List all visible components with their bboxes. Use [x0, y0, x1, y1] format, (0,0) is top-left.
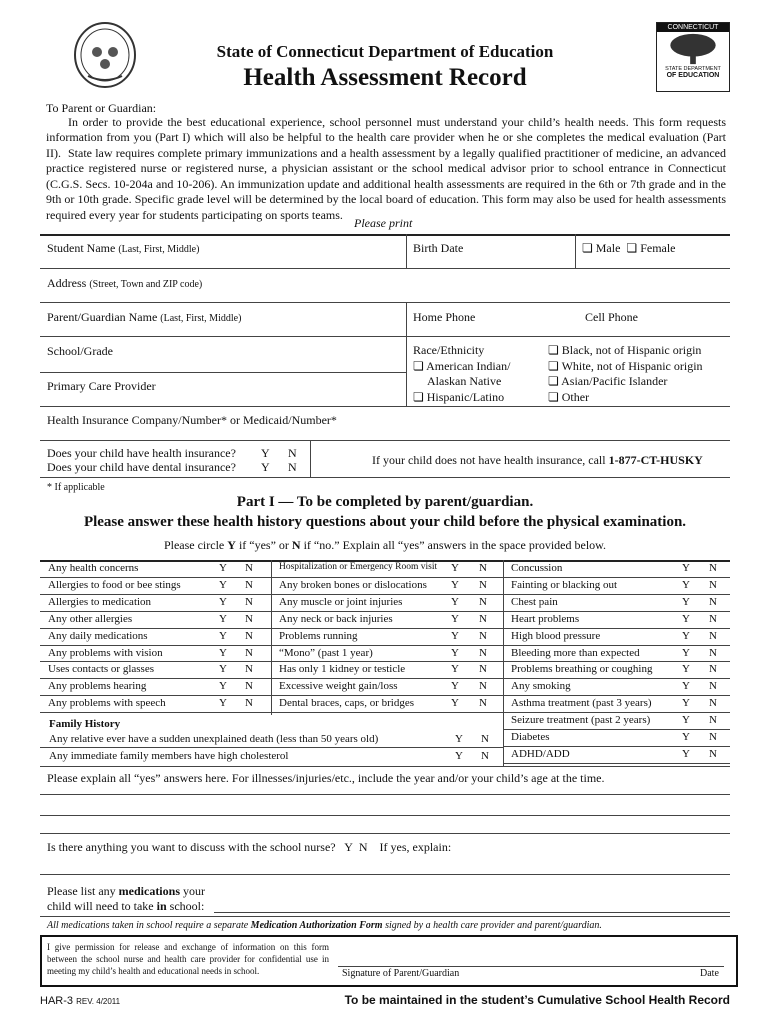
- history-question: Concussion: [511, 562, 563, 574]
- answer-yes[interactable]: Y: [219, 595, 227, 608]
- row-divider: [503, 712, 730, 713]
- gender-options[interactable]: ❏ Male ❏ Female: [582, 241, 676, 255]
- row-divider: [503, 746, 730, 747]
- american-indian-option[interactable]: ❏ American Indian/: [413, 358, 511, 373]
- date-label: Date: [700, 968, 719, 979]
- if-applicable-note: * If applicable: [47, 482, 105, 493]
- history-question: Any other allergies: [48, 612, 133, 625]
- row-divider: [271, 695, 503, 696]
- row-divider: [503, 577, 730, 578]
- row-divider: [40, 712, 271, 713]
- answer-yes[interactable]: Y: [219, 612, 227, 625]
- answer-no[interactable]: N: [479, 646, 487, 659]
- answer-no[interactable]: N: [479, 612, 487, 625]
- nurse-yes[interactable]: Y: [344, 840, 353, 854]
- row-divider: [503, 678, 730, 679]
- family-history-q2: Any immediate family members have high cholesterol: [49, 750, 289, 762]
- signature-line[interactable]: [338, 966, 724, 967]
- logo-mid-text: STATE DEPARTMENT: [665, 66, 721, 72]
- checkbox-icon: ❏: [413, 389, 424, 404]
- answer-no[interactable]: N: [245, 595, 253, 608]
- answer-yes[interactable]: Y: [451, 595, 459, 608]
- history-question: Hospitalization or Emergency Room visit: [279, 562, 438, 572]
- answer-no[interactable]: N: [245, 663, 253, 676]
- answer-no[interactable]: N: [709, 731, 717, 743]
- history-question: Any smoking: [511, 680, 571, 693]
- row-divider: [40, 611, 271, 612]
- history-question: Seizure treatment (past 2 years): [511, 714, 651, 727]
- dental-insurance-question: Does your child have dental insurance?: [47, 460, 236, 474]
- family-q1-no[interactable]: N: [481, 733, 489, 745]
- history-question: Allergies to food or bee stings: [48, 578, 181, 591]
- checkbox-icon: ❏: [413, 358, 424, 373]
- health-ins-yes[interactable]: Y: [261, 446, 270, 460]
- husky-note: If your child does not have health insurance, call 1-877-CT-HUSKY: [372, 453, 703, 467]
- black-option[interactable]: ❏ Black, not of Hispanic origin: [548, 343, 702, 357]
- health-ins-no[interactable]: N: [288, 446, 297, 460]
- answer-yes[interactable]: Y: [451, 562, 459, 574]
- answer-no[interactable]: N: [709, 578, 717, 591]
- male-checkbox-icon[interactable]: ❏: [582, 241, 593, 255]
- answer-no[interactable]: N: [479, 680, 487, 693]
- history-question: Any muscle or joint injuries: [279, 595, 403, 608]
- answer-yes[interactable]: Y: [682, 714, 690, 727]
- row-divider: [271, 611, 503, 612]
- row-divider: [40, 695, 271, 696]
- answer-no[interactable]: N: [479, 697, 487, 710]
- answer-yes[interactable]: Y: [682, 562, 690, 574]
- answer-yes[interactable]: Y: [451, 646, 459, 659]
- dental-ins-yes[interactable]: Y: [261, 460, 270, 474]
- answer-no[interactable]: N: [245, 562, 253, 574]
- salutation: To Parent or Guardian:: [46, 101, 157, 115]
- family-history-q1: Any relative ever have a sudden unexplained death (less than 50 years old): [49, 733, 379, 745]
- row-divider: [271, 712, 503, 713]
- answer-yes[interactable]: Y: [682, 612, 690, 625]
- state-seal-icon: [70, 20, 140, 90]
- race-options-left: Race/Ethnicity ❏ American Indian/ Alaskan Native ❏ Hispanic/Latino: [413, 343, 511, 404]
- checkbox-icon: ❏: [548, 358, 559, 373]
- school-grade-label: School/Grade: [47, 344, 113, 358]
- history-question: Any neck or back injuries: [279, 612, 393, 625]
- row-divider: [40, 645, 271, 646]
- female-checkbox-icon[interactable]: ❏: [626, 241, 638, 255]
- history-question: Diabetes: [511, 731, 550, 743]
- row-divider: [271, 628, 503, 629]
- student-name-label: Student Name (Last, First, Middle): [47, 241, 200, 255]
- answer-no[interactable]: N: [709, 612, 717, 625]
- answer-yes[interactable]: Y: [682, 578, 690, 591]
- home-phone-label: Home Phone: [413, 310, 476, 324]
- please-print: Please print: [354, 216, 413, 230]
- history-question: Any problems hearing: [48, 680, 147, 693]
- checkbox-icon: ❏: [548, 343, 559, 357]
- answer-yes[interactable]: Y: [451, 663, 459, 676]
- answer-yes[interactable]: Y: [451, 578, 459, 591]
- family-history-title: Family History: [49, 718, 121, 730]
- row-divider: [271, 645, 503, 646]
- row-divider: [271, 678, 503, 679]
- answer-no[interactable]: N: [709, 595, 717, 608]
- other-option[interactable]: ❏ Other: [548, 389, 590, 404]
- intro-paragraph-2: State law requires complete primary immunizations and a health assessment by a legally qualified practitioner of medicine, an advanced practice registered nurse or registered nurse, a physician assistant or the school medical advisor prior to school entrance in Connecticut (C.G.S. Secs. 10-204a and 10-206). An immunization update and additional health assessments are required in the 6th or 7th grade and in the 9th or 10th grade. Specific grade level will be determined by the local board of education. This form may also be used for health assessments required every year for students participating on sports teams.: [46, 146, 726, 222]
- insurance-label: Health Insurance Company/Number* or Medicaid/Number*: [47, 413, 337, 427]
- row-divider: [40, 678, 271, 679]
- row-divider: [503, 611, 730, 612]
- history-question: Any broken bones or dislocations: [279, 578, 427, 591]
- answer-yes[interactable]: Y: [219, 697, 227, 710]
- answer-no[interactable]: N: [245, 697, 253, 710]
- answer-no[interactable]: N: [245, 680, 253, 693]
- answer-yes[interactable]: Y: [682, 731, 690, 743]
- race-options-right: [548, 343, 703, 405]
- answer-no[interactable]: N: [709, 646, 717, 659]
- checkbox-icon: ❏: [548, 374, 559, 388]
- answer-no[interactable]: N: [709, 747, 717, 760]
- row-divider: [503, 695, 730, 696]
- row-divider: [503, 628, 730, 629]
- answer-yes[interactable]: Y: [682, 595, 690, 608]
- consent-text: I give permission for release and exchange of information on this form between the school nurse and health care provider for confidential use in meeting my child’s health and educational needs in school.: [47, 942, 329, 976]
- answer-no[interactable]: N: [709, 680, 717, 693]
- answer-no[interactable]: N: [245, 578, 253, 591]
- signature-label: Signature of Parent/Guardian: [342, 968, 460, 979]
- history-question: Any health concerns: [48, 562, 139, 574]
- answer-yes[interactable]: Y: [219, 646, 227, 659]
- answer-no[interactable]: N: [245, 629, 253, 642]
- cell-phone-label: Cell Phone: [585, 310, 638, 324]
- history-question: Any problems with speech: [48, 697, 166, 710]
- history-question: Asthma treatment (past 3 years): [511, 697, 652, 710]
- row-divider: [40, 661, 271, 662]
- answer-yes[interactable]: Y: [682, 646, 690, 659]
- history-question: Uses contacts or glasses: [48, 663, 155, 676]
- answer-yes[interactable]: Y: [451, 680, 459, 693]
- history-question: Chest pain: [511, 595, 558, 608]
- medications-line[interactable]: [214, 912, 730, 913]
- primary-care-label: Primary Care Provider: [47, 379, 156, 393]
- answer-no[interactable]: N: [479, 663, 487, 676]
- answer-yes[interactable]: Y: [219, 663, 227, 676]
- answer-yes[interactable]: Y: [219, 680, 227, 693]
- tree-icon: [657, 32, 729, 66]
- history-question: Dental braces, caps, or bridges: [279, 697, 415, 710]
- maintenance-note: To be maintained in the student’s Cumulative School Health Record: [344, 993, 730, 1007]
- part1-subheading: Please answer these health history questions about your child before the physical examination.: [83, 514, 687, 530]
- family-q1-yes[interactable]: Y: [455, 733, 463, 745]
- answer-yes[interactable]: Y: [219, 578, 227, 591]
- logo-bottom-text: OF EDUCATION: [666, 72, 720, 79]
- answer-no[interactable]: N: [709, 562, 717, 574]
- intro-paragraph-1: In order to provide the best educational experience, school personnel must understand your child’s health needs. This form requests information from you (Part I) which will also be helpful to the health care provider when he or she completes the medical evaluation (Part II).: [46, 115, 726, 160]
- history-question: Allergies to medication: [48, 595, 152, 608]
- history-question: High blood pressure: [511, 629, 601, 642]
- answer-yes[interactable]: Y: [219, 629, 227, 642]
- answer-yes[interactable]: Y: [682, 697, 690, 710]
- part1-heading: Part I — To be completed by parent/guardian.: [236, 494, 534, 510]
- medications-note: All medications taken in school require a separate Medication Authorization Form signed by a health care provider and parent/guardian.: [47, 920, 602, 931]
- answer-no[interactable]: N: [709, 714, 717, 727]
- row-divider: [40, 594, 271, 595]
- answer-yes[interactable]: Y: [451, 697, 459, 710]
- answer-yes[interactable]: Y: [451, 629, 459, 642]
- dental-ins-no[interactable]: N: [288, 460, 297, 474]
- white-option[interactable]: ❏ White, not of Hispanic origin: [548, 358, 703, 373]
- form-title: Health Assessment Record: [243, 64, 527, 91]
- answer-yes[interactable]: Y: [682, 680, 690, 693]
- history-question: Fainting or blacking out: [511, 578, 618, 591]
- answer-yes[interactable]: Y: [682, 747, 690, 760]
- nurse-question: Is there anything you want to discuss with the school nurse? Y N If yes, explain:: [47, 840, 452, 854]
- answer-no[interactable]: N: [245, 612, 253, 625]
- checkbox-icon: ❏: [548, 389, 559, 404]
- history-question: Has only 1 kidney or testicle: [279, 663, 406, 676]
- row-divider: [503, 661, 730, 662]
- answer-no[interactable]: N: [479, 578, 487, 591]
- history-question: ADHD/ADD: [511, 747, 570, 760]
- row-divider: [40, 577, 271, 578]
- health-insurance-question: Does your child have health insurance?: [47, 446, 236, 460]
- medications-label: Please list any medications your child will need to take in school:: [47, 884, 205, 913]
- answer-no[interactable]: N: [479, 595, 487, 608]
- explain-line-1[interactable]: [40, 794, 730, 795]
- education-logo: [656, 22, 730, 92]
- history-question: Excessive weight gain/loss: [279, 680, 398, 693]
- hispanic-option[interactable]: ❏ Hispanic/Latino: [413, 389, 505, 404]
- answer-yes[interactable]: Y: [682, 629, 690, 642]
- family-q2-no[interactable]: N: [481, 750, 489, 762]
- history-question: Any daily medications: [48, 629, 148, 642]
- row-divider: [271, 577, 503, 578]
- address-label: Address (Street, Town and ZIP code): [47, 276, 203, 290]
- history-question: Heart problems: [511, 612, 580, 625]
- row-divider: [503, 645, 730, 646]
- history-question: Bleeding more than expected: [511, 646, 640, 659]
- answer-no[interactable]: N: [709, 697, 717, 710]
- birth-date-label: Birth Date: [413, 241, 464, 255]
- answer-no[interactable]: N: [245, 646, 253, 659]
- history-question: Problems breathing or coughing: [511, 663, 653, 676]
- answer-no[interactable]: N: [479, 562, 487, 574]
- row-divider: [40, 628, 271, 629]
- answer-yes[interactable]: Y: [682, 663, 690, 676]
- explain-line-2[interactable]: [40, 815, 730, 816]
- family-q2-yes[interactable]: Y: [455, 750, 463, 762]
- answer-yes[interactable]: Y: [219, 562, 227, 574]
- row-divider: [503, 763, 730, 764]
- row-divider: [503, 729, 730, 730]
- answer-yes[interactable]: Y: [451, 612, 459, 625]
- logo-top-text: CONNECTICUT: [657, 23, 729, 32]
- explain-instruction: Please explain all “yes” answers here. For illnesses/injuries/etc., include the year and/or your child’s age at the time.: [47, 771, 605, 785]
- row-divider: [503, 594, 730, 595]
- parent-name-label: Parent/Guardian Name (Last, First, Middle): [47, 310, 242, 324]
- answer-no[interactable]: N: [709, 663, 717, 676]
- department-name: State of Connecticut Department of Education: [216, 42, 554, 61]
- row-divider: [271, 594, 503, 595]
- history-question: “Mono” (past 1 year): [279, 646, 373, 659]
- answer-no[interactable]: N: [479, 629, 487, 642]
- history-question: Any problems with vision: [48, 646, 163, 659]
- nurse-no[interactable]: N: [358, 840, 368, 854]
- form-number: HAR-3 REV. 4/2011: [40, 995, 121, 1007]
- part1-instruction: Please circle Y if “yes” or N if “no.” Explain all “yes” answers in the space provided below.: [163, 538, 607, 552]
- asian-option[interactable]: ❏ Asian/Pacific Islander: [548, 374, 668, 388]
- answer-no[interactable]: N: [709, 629, 717, 642]
- history-question: Problems running: [279, 629, 358, 642]
- row-divider: [271, 661, 503, 662]
